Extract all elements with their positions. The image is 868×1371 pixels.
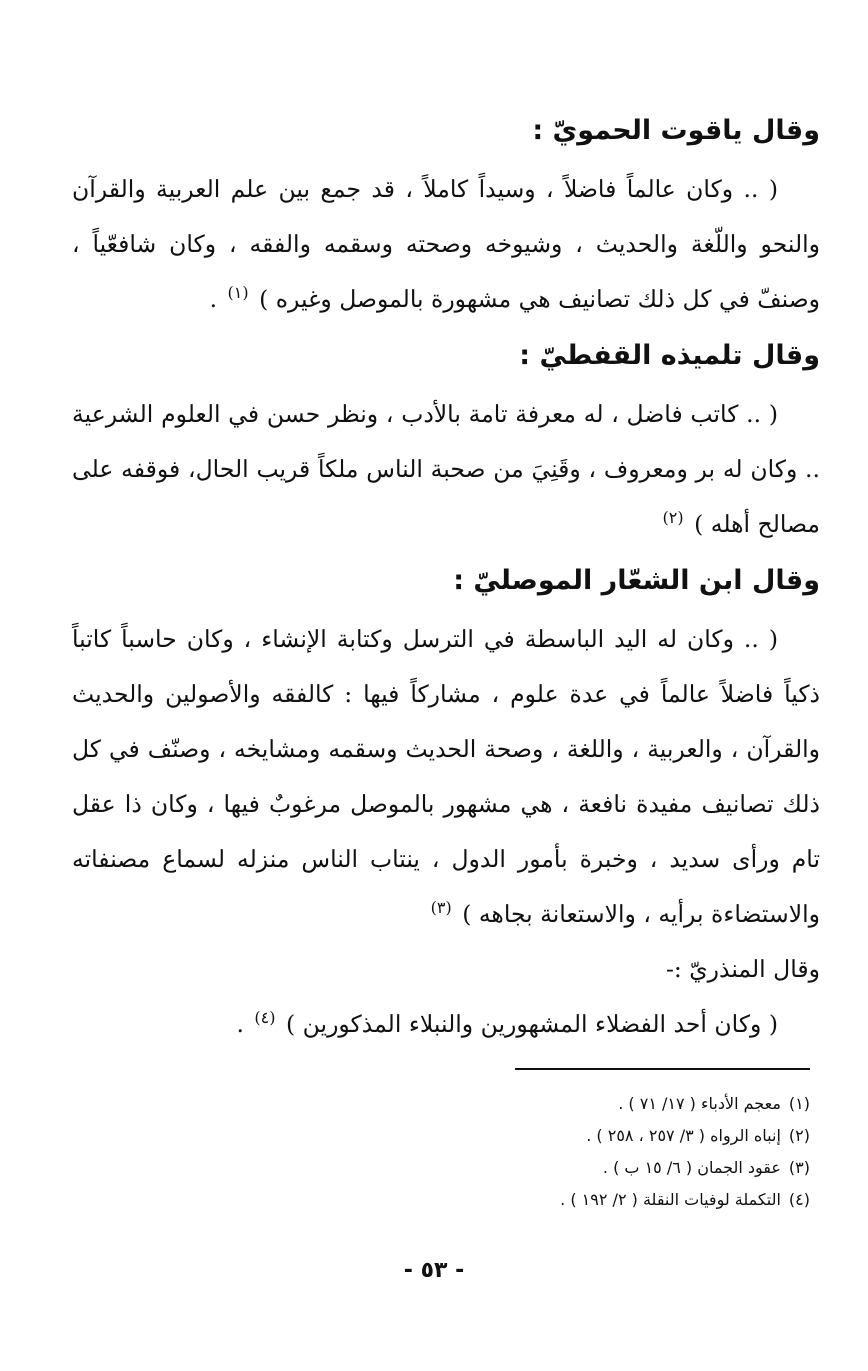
quote-ibn-alshaar-text: ( .. وكان له اليد الباسطة في الترسل وكتابة الإنشاء ، وكان حاسباً كاتباً ذكياً فاضلاً عالماً في عدة علوم ، مشاركاً فيها : كالفقه والأصولين والحديث والقرآن ، والعربية ، واللغة ، وصحة الحديث وسقمه ومشايخه ، وصنّف في كل ذلك تصانيف مفيدة نافعة ، هي مشهور بالموصل مرغوبٌ فيها ، وكان ذا عقل تام ورأى سديد ، وخبرة بأمور الدول ، ينتاب الناس منزله لسماع مصنفاته والاستضاءة برأيه ، والاستعانة بجاهه ) — [72, 625, 820, 928]
footnotes — [515, 1068, 810, 1216]
quote-mundhiri-text: ( وكان أحد الفضلاء المشهورين والنبلاء المذكورين ) — [286, 1010, 778, 1038]
footnote-ref-4: (٤) — [254, 1008, 276, 1028]
page-number: - ٥٣ - — [403, 1258, 465, 1283]
footnote-number: (٤) — [788, 1190, 810, 1209]
mundhiri-intro: وقال المنذريّ :- — [665, 955, 820, 983]
main-text — [72, 108, 820, 1052]
quote-mundhiri-tail: . — [236, 1010, 252, 1038]
footnote-separator — [515, 1068, 810, 1070]
footnote-text: معجم الأدباء ( ١٧/ ٧١ ) . — [618, 1094, 781, 1113]
footnote-3 — [515, 1152, 810, 1184]
footnote-ref-2: (٢) — [662, 508, 684, 528]
footnote-text: عقود الجمان ( ٦/ ١٥ ب ) . — [602, 1158, 781, 1177]
footnote-ref-1: (١) — [227, 283, 249, 303]
quote-yaqut — [72, 162, 820, 327]
quote-yaqut-text: ( .. وكان عالماً فاضلاً ، وسيداً كاملاً ، قد جمع بين علم العربية والقرآن والنحو واللّغة والحديث ، وشيوخه وصحته وسقمه والفقه ، وكان شافعّياً ، وصنفّ في كل ذلك تصانيف هي مشهورة بالموصل وغيره ) — [72, 175, 820, 313]
footnote-text: التكملة لوفيات النقلة ( ٢/ ١٩٢ ) . — [560, 1190, 781, 1209]
footnote-number: (٢) — [788, 1126, 810, 1145]
footnote-4 — [515, 1184, 810, 1216]
quote-qifti — [72, 387, 820, 552]
footnote-2 — [515, 1120, 810, 1152]
heading-ibn-alshaar: وقال ابن الشعّار الموصليّ : — [453, 565, 820, 596]
quote-ibn-alshaar — [72, 612, 820, 942]
heading-qifti: وقال تلميذه القفطيّ : — [519, 340, 820, 371]
footnote-1 — [515, 1088, 810, 1120]
heading-yaqut: وقال ياقوت الحمويّ : — [532, 115, 820, 146]
quote-mundhiri — [72, 997, 820, 1052]
footnote-text: إنباه الرواه ( ٣/ ٢٥٧ ، ٢٥٨ ) . — [586, 1126, 781, 1145]
footnote-number: (٣) — [788, 1158, 810, 1177]
footnote-number: (١) — [788, 1094, 810, 1113]
footnote-ref-3: (٣) — [430, 898, 452, 918]
quote-qifti-text: ( .. كاتب فاضل ، له معرفة تامة بالأدب ، ونظر حسن في العلوم الشرعية .. وكان له بر ومعروف ، وقَنِيَ من صحبة الناس ملكاً قريب الحال، فوقفه على مصالح أهله ) — [72, 400, 820, 538]
quote-yaqut-tail: . — [209, 285, 225, 313]
